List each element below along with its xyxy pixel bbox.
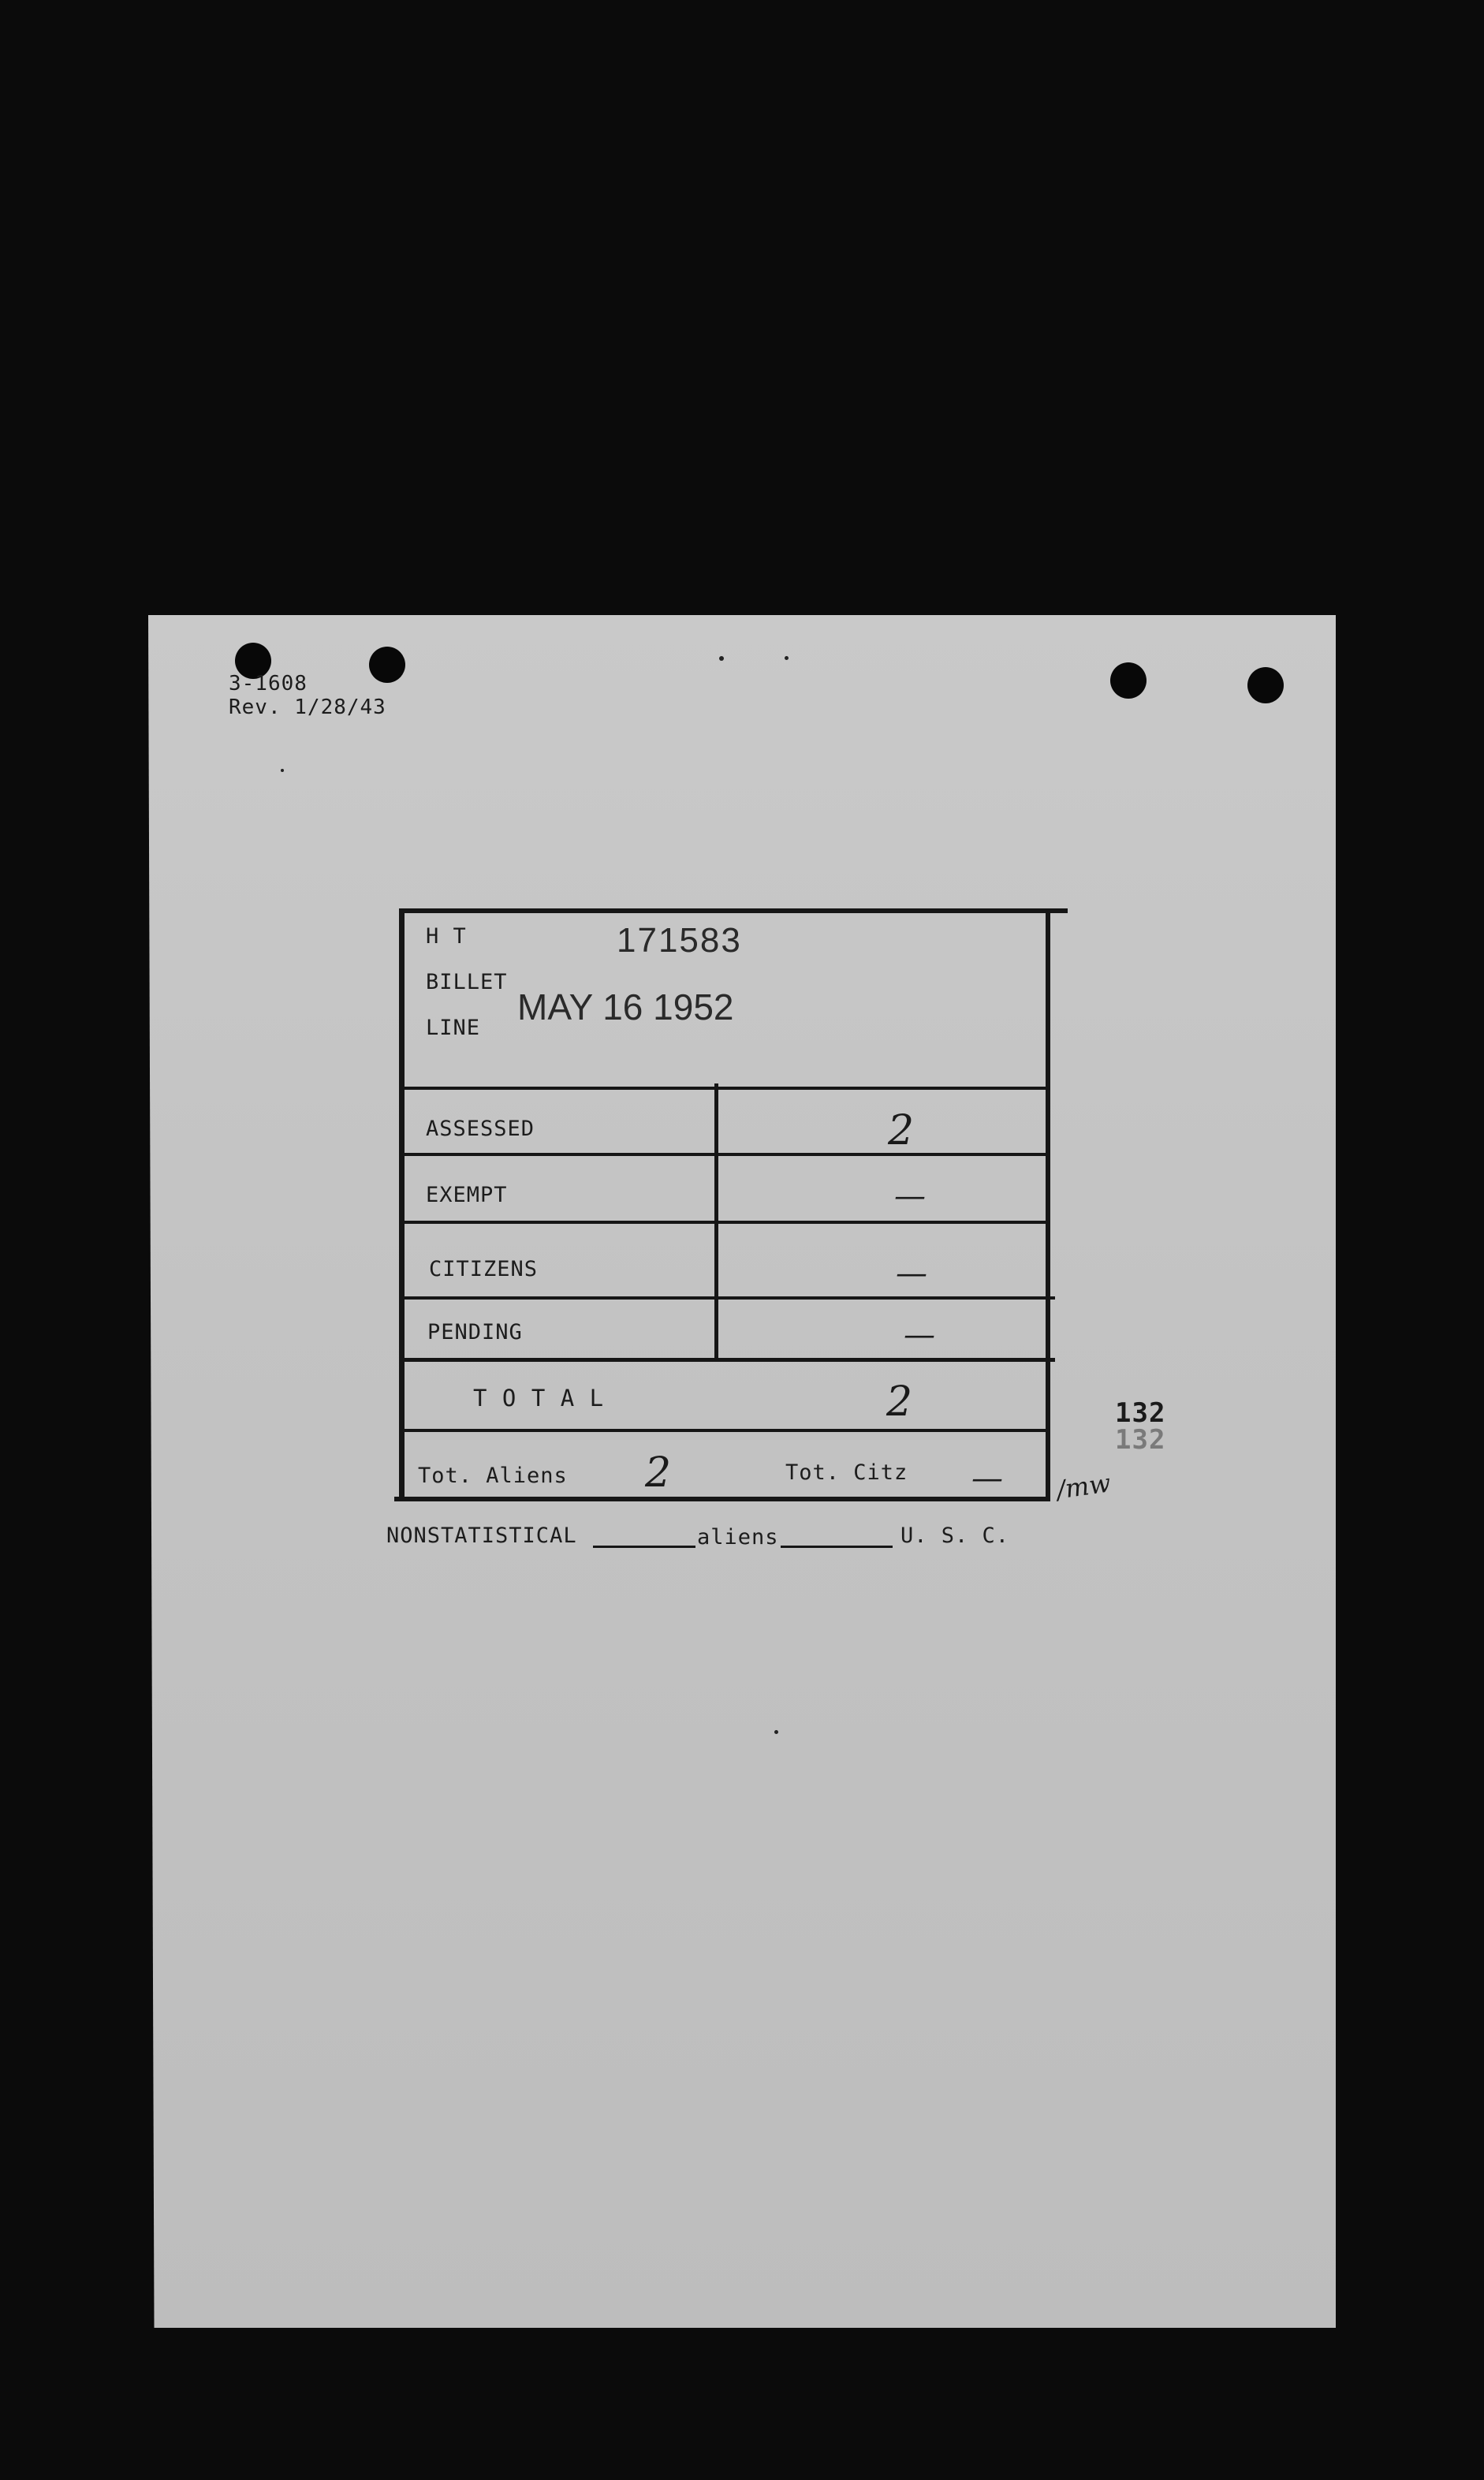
line-label: LINE: [426, 1016, 481, 1040]
punch-hole-3: [1110, 662, 1147, 699]
nonstatistical-aliens-blank: [593, 1546, 695, 1548]
row-value-assessed: 2: [888, 1107, 915, 1154]
table-top-border: [399, 908, 1068, 913]
row-value-citizens: —: [896, 1255, 927, 1292]
dust-speck: [719, 656, 724, 661]
punch-hole-4: [1247, 667, 1284, 703]
row-divider: [402, 1296, 1055, 1300]
page-number-stamp: 132: [1115, 1424, 1166, 1456]
table-left-border: [399, 908, 405, 1501]
paper-sheet: [148, 615, 1336, 2328]
row-label-assessed: ASSESSED: [426, 1117, 535, 1141]
table-right-border: [1046, 908, 1050, 1501]
tot-aliens-label: Tot. Aliens: [418, 1464, 568, 1488]
punch-hole-2: [369, 647, 405, 683]
nonstatistical-usc: U. S. C.: [900, 1523, 1010, 1548]
table-bottom-border: [394, 1497, 1050, 1501]
nonstatistical-usc-blank: [781, 1546, 893, 1548]
date-stamp: MAY 16 1952: [517, 986, 734, 1027]
billet-label: BILLET: [426, 970, 508, 994]
dust-speck: [785, 656, 789, 660]
tot-citz-value: —: [971, 1460, 1003, 1497]
dust-speck: [774, 1730, 778, 1734]
row-label-exempt: EXEMPT: [426, 1183, 508, 1207]
column-divider: [714, 1083, 718, 1359]
ht-number: 171583: [617, 921, 742, 960]
tot-aliens-value: 2: [645, 1449, 672, 1497]
total-value: 2: [886, 1378, 913, 1426]
row-label-citizens: CITIZENS: [429, 1257, 539, 1281]
row-divider: [402, 1153, 1049, 1156]
row-value-pending: —: [904, 1317, 935, 1353]
total-label: T O T A L: [473, 1385, 605, 1412]
dust-speck: [281, 769, 284, 772]
row-label-pending: PENDING: [427, 1320, 523, 1344]
form-number: 3-1608: [229, 672, 308, 696]
ht-label: H T: [426, 924, 467, 949]
nonstatistical-aliens: aliens: [697, 1525, 779, 1550]
row-divider: [401, 1429, 1049, 1432]
row-divider: [402, 1221, 1049, 1224]
clerk-initials: /mw: [1054, 1467, 1113, 1505]
row-value-exempt: —: [894, 1178, 926, 1214]
page-number: 132: [1115, 1397, 1166, 1429]
row-divider: [401, 1358, 1055, 1362]
form-revision: Rev. 1/28/43: [229, 696, 386, 719]
tot-citz-label: Tot. Citz: [785, 1460, 908, 1485]
nonstatistical-label: NONSTATISTICAL: [386, 1523, 577, 1548]
row-divider: [402, 1087, 1049, 1090]
